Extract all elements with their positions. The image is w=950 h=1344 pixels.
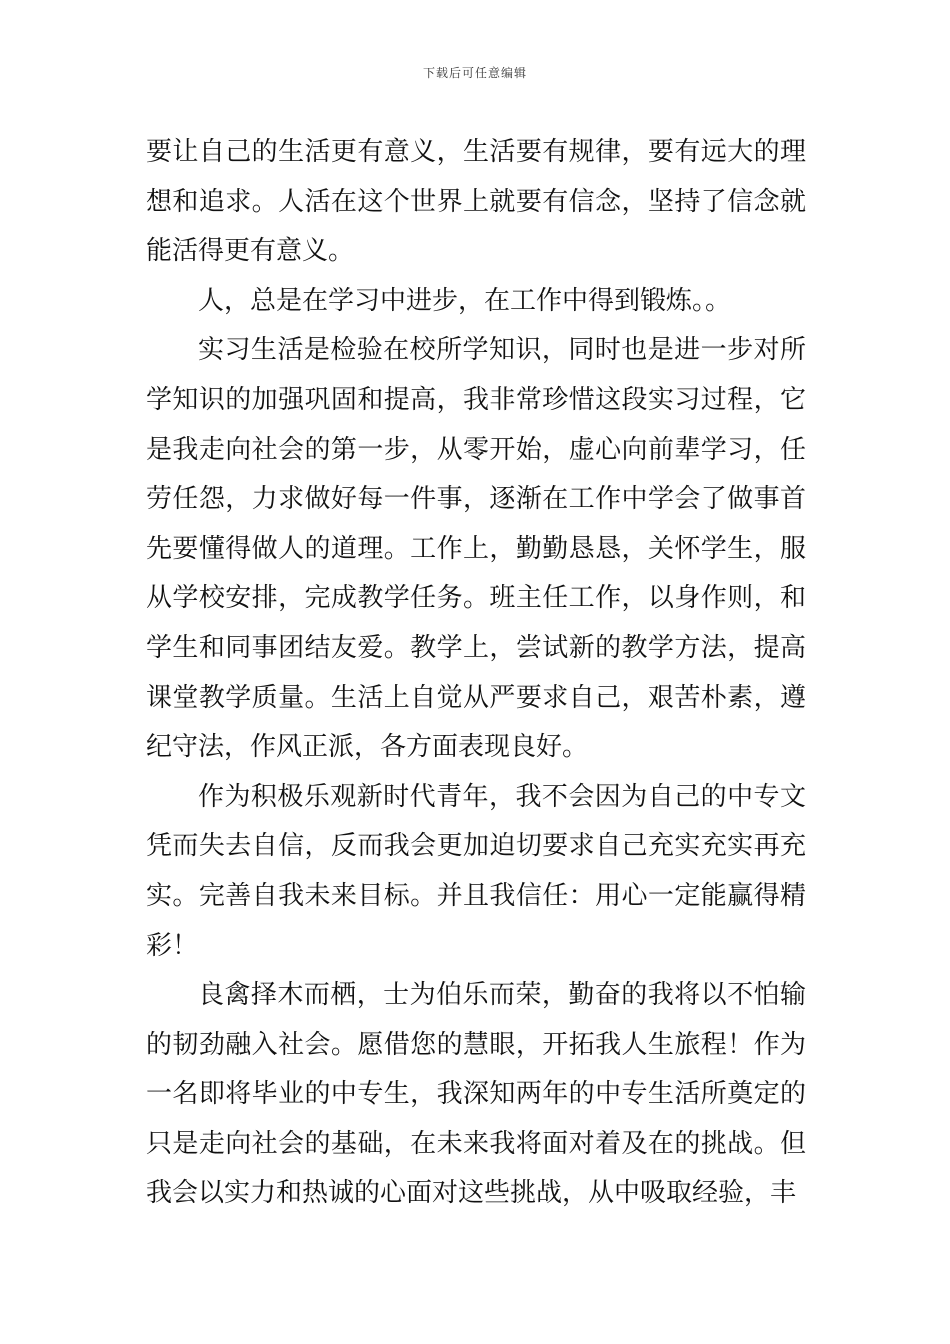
paragraph-1: 要让自己的生活更有意义，生活要有规律，要有远大的理想和追求。人活在这个世界上就要有信念，坚持了信念就能活得更有意义。 bbox=[146, 137, 806, 267]
paragraph-4: 作为积极乐观新时代青年，我不会因为自己的中专文凭而失去自信，反而我会更加迫切要求自己充实充实再充实。完善自我未来目标。并且我信任：用心一定能赢得精彩！ bbox=[146, 781, 806, 961]
paragraph-5: 良禽择木而栖，士为伯乐而荣，勤奋的我将以不怕输的韧劲融入社会。愿借您的慧眼，开拓我人生旅程！作为一名即将毕业的中专生，我深知两年的中专生活所奠定的只是走向社会的基础，在未来我将面对着及在的挑战。但我会以实力和热诚的心面对这些挑战，从中吸取经验，丰 bbox=[146, 980, 806, 1209]
header-note: 下载后可任意编辑 bbox=[422, 66, 527, 80]
paragraph-2: 人，总是在学习中进步，在工作中得到锻炼。。 bbox=[198, 285, 732, 316]
document-body bbox=[146, 128, 806, 1219]
paragraph-3: 实习生活是检验在校所学知识，同时也是进一步对所学知识的加强巩固和提高，我非常珍惜这段实习过程，它是我走向社会的第一步，从零开始，虚心向前辈学习，任劳任怨，力求做好每一件事，逐渐在工作中学会了做事首先要懂得做人的道理。工作上，勤勤恳恳，关怀学生，服从学校安排，完成教学任务。班主任工作，以身作则，和学生和同事团结友爱。教学上，尝试新的教学方法，提高课堂教学质量。生活上自觉从严要求自己，艰苦朴素，遵纪守法，作风正派，各方面表现良好。 bbox=[146, 335, 806, 763]
